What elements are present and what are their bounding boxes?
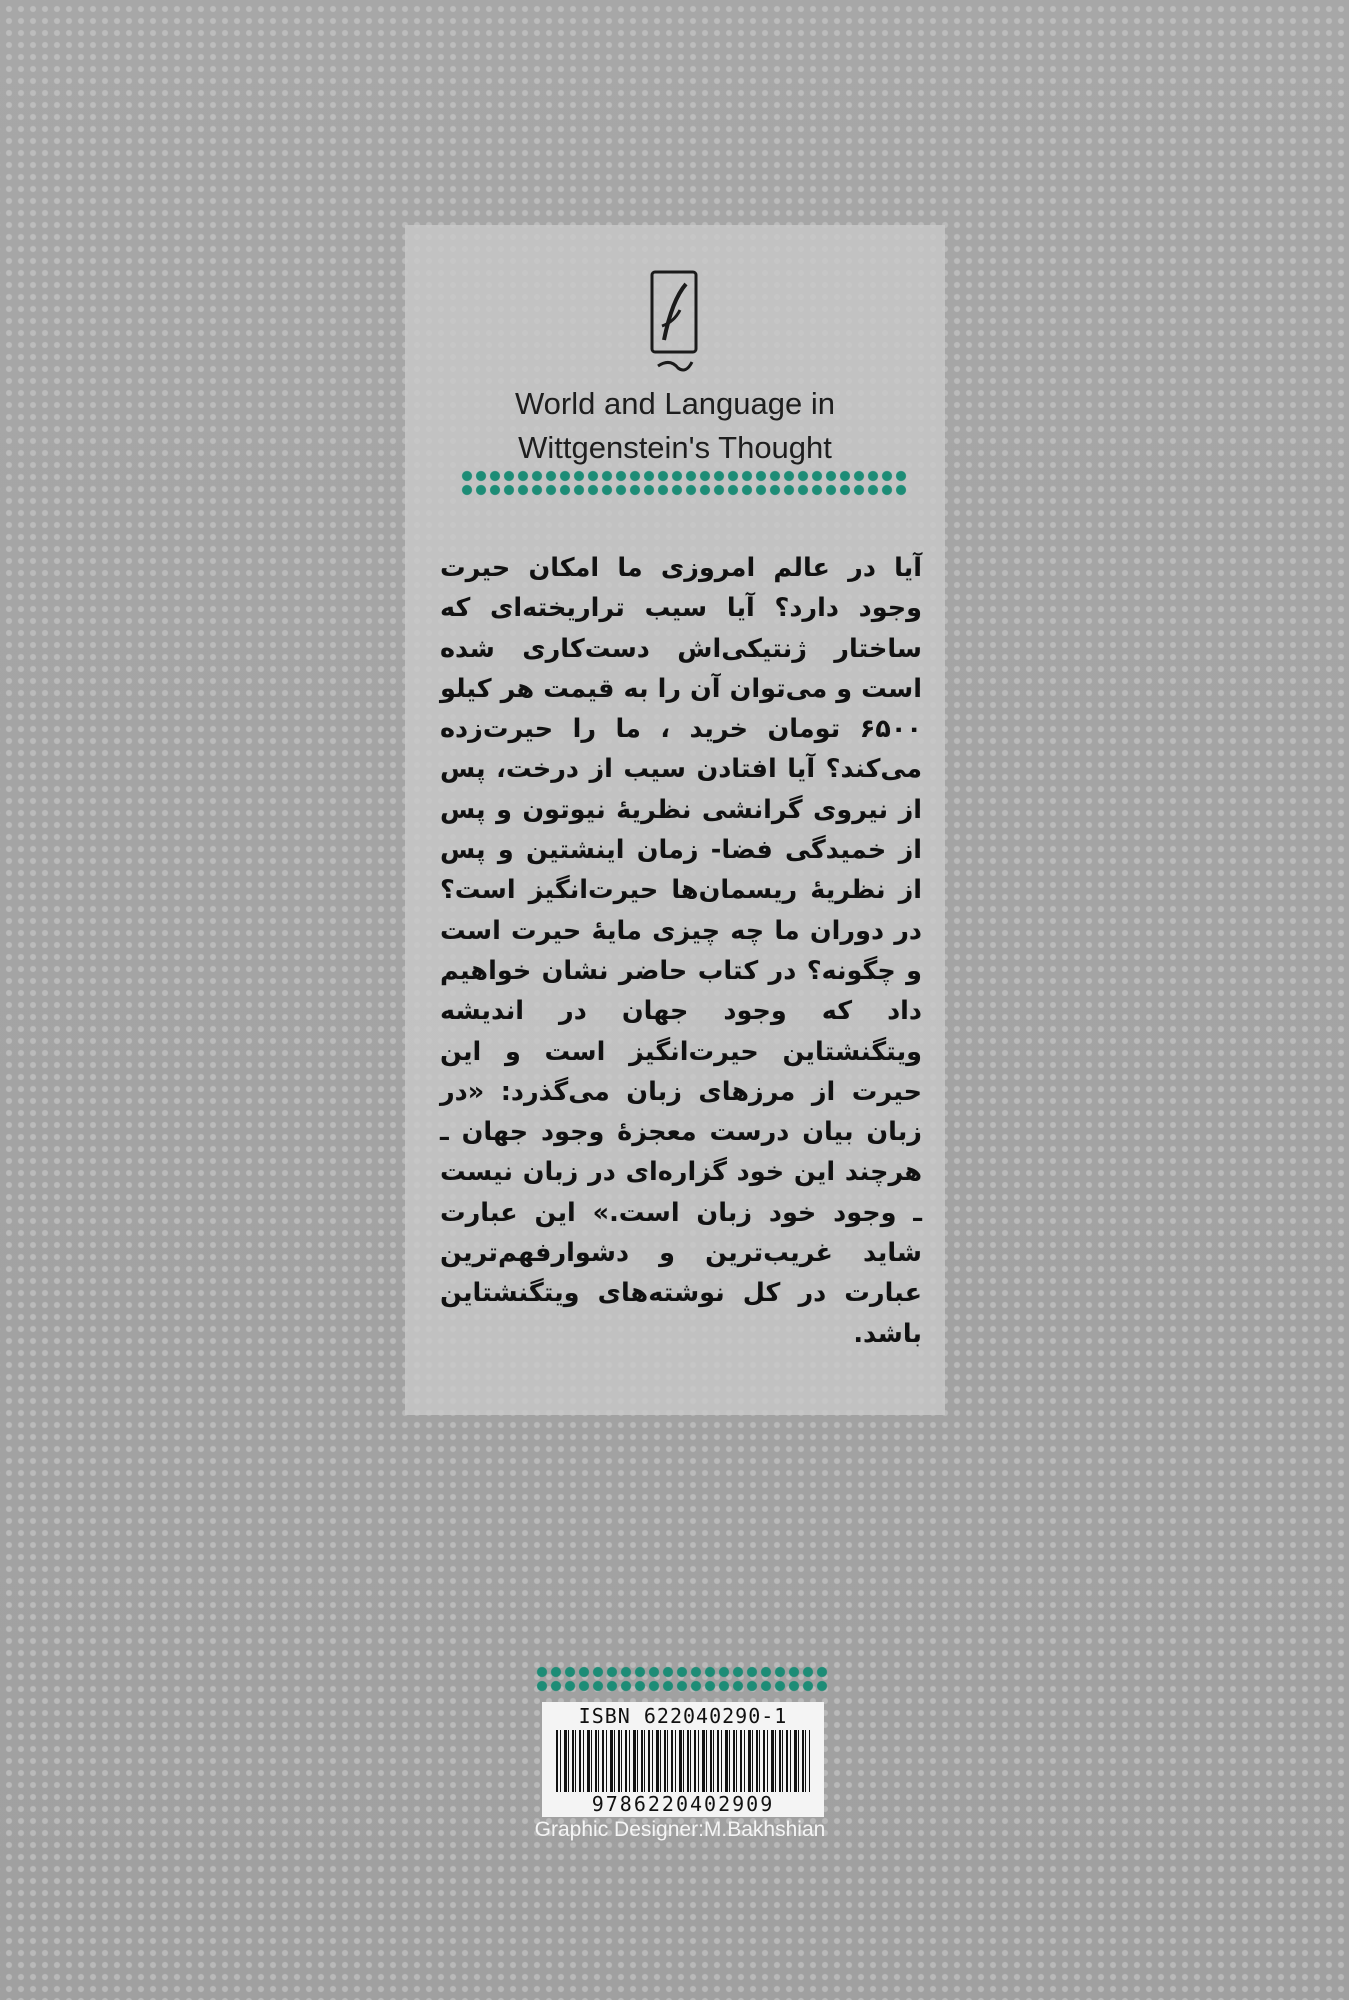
english-title (440, 382, 910, 470)
english-title-line-1: World and Language in (514, 386, 835, 421)
barcode-bars (556, 1730, 810, 1792)
decorative-dots-top (460, 469, 908, 497)
isbn-number: ISBN 622040290-1 (578, 1704, 788, 1728)
barcode (542, 1702, 824, 1817)
english-title-line-2: Wittgenstein's Thought (518, 430, 832, 465)
ean-number: 9786220402909 (591, 1792, 775, 1816)
blurb-text: آیا در عالم امروزی ما امکان حیرت وجود دارد؟ آیا سیب تراریخته‌ای که ساختار ژنتیکی‌اش دست‌کاری شده است و می‌توان آن را به قیمت هر کیلو ۶۵۰۰ تومان خرید ، ما را حیرت‌زده می‌کند؟ آیا افتادن سیب از درخت، پس از نیروی گرانشی نظریهٔ نیوتون و پس از خمیدگی فضا- زمان اینشتین و پس از نظریهٔ ریسمان‌ها حیرت‌انگیز است؟ در دوران ما چه چیزی مایهٔ حیرت است و چگونه؟ در کتاب حاضر نشان خواهیم داد که وجود جهان در اندیشه ویتگنشتاین حیرت‌انگیز است و این حیرت از مرزهای زبان می‌گذرد: «در زبان بیان درست معجزهٔ وجود جهان ـ هرچند این خود گزاره‌ای در زبان نیست ـ وجود خود زبان است.» این عبارت شاید غریب‌ترین و دشوارفهم‌ترین عبارت در کل نوشته‌های ویتگنشتاین باشد. (440, 553, 922, 1349)
publisher-logo-icon (650, 270, 698, 380)
designer-credit: Graphic Designer:M.Bakhshian (534, 1818, 826, 1841)
decorative-dots-bottom (535, 1665, 829, 1693)
